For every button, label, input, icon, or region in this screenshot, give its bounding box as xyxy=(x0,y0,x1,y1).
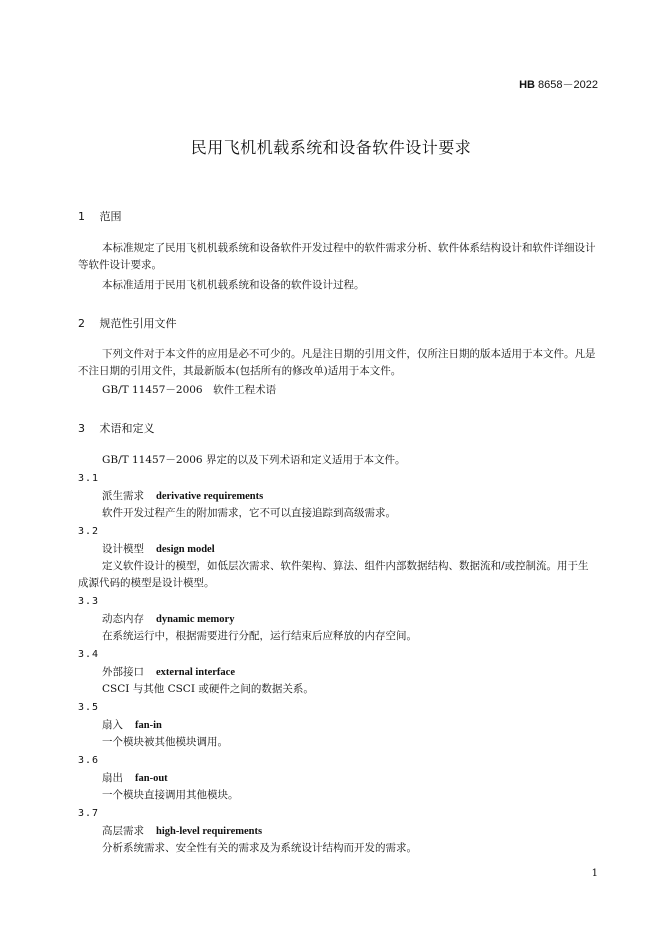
standard-code: HB 8658－2022 xyxy=(519,79,598,91)
term-title: 扇入 fan-in xyxy=(102,719,162,731)
section-1-paragraph-2: 本标准适用于民用飞机机载系统和设备的软件设计过程。 xyxy=(102,279,365,291)
page-number: 1 xyxy=(591,868,598,879)
term-number: 3.2 xyxy=(78,526,100,537)
section-1-paragraph-1: 本标准规定了民用飞机机载系统和设备软件开发过程中的软件需求分析、软件体系结构设计和软件详细设计等软件设计要求。 xyxy=(78,242,596,271)
term-definition: 一个模块直接调用其他模块。 xyxy=(102,789,239,801)
term-number: 3.4 xyxy=(78,649,100,660)
term-title: 派生需求 derivative requirements xyxy=(102,490,264,502)
term-definition: 软件开发过程产生的附加需求，它不可以直接追踪到高级需求。 xyxy=(102,507,396,519)
term-definition: 一个模块被其他模块调用。 xyxy=(102,736,228,748)
term-title: 外部接口 external interface xyxy=(102,666,236,678)
section-1-heading: 1 范围 xyxy=(78,210,122,223)
term-title: 扇出 fan-out xyxy=(102,772,168,784)
section-3-heading: 3 术语和定义 xyxy=(78,422,155,435)
term-number: 3.3 xyxy=(78,596,100,607)
term-title: 设计模型 design model xyxy=(102,543,215,555)
section-3-intro: GB/T 11457－2006 界定的以及下列术语和定义适用于本文件。 xyxy=(102,454,406,466)
page-title: 民用飞机机载系统和设备软件设计要求 xyxy=(190,138,472,157)
term-number: 3.7 xyxy=(78,808,100,819)
term-definition: 在系统运行中，根据需要进行分配，运行结束后应释放的内存空间。 xyxy=(102,630,417,642)
term-definition: 分析系统需求、安全性有关的需求及为系统设计结构而开发的需求。 xyxy=(102,842,417,854)
term-title: 动态内存 dynamic memory xyxy=(102,613,235,625)
section-2-paragraph-1: 下列文件对于本文件的应用是必不可少的。凡是注日期的引用文件，仅所注日期的版本适用于本文件。凡是不注日期的引用文件，其最新版本(包括所有的修改单)适用于本文件。 xyxy=(78,348,596,377)
term-number: 3.5 xyxy=(78,702,100,713)
term-title: 高层需求 high-level requirements xyxy=(102,825,263,837)
term-definition: CSCI 与其他 CSCI 或硬件之间的数据关系。 xyxy=(102,683,314,695)
section-2-heading: 2 规范性引用文件 xyxy=(78,317,177,330)
term-definition: 定义软件设计的模型，如低层次需求、软件架构、算法、组件内部数据结构、数据流和/或控制流。用于生成源代码的模型是设计模型。 xyxy=(78,560,589,589)
term-number: 3.6 xyxy=(78,755,100,766)
term-number: 3.1 xyxy=(78,473,100,484)
normative-reference: GB/T 11457－2006 软件工程术语 xyxy=(102,384,277,396)
